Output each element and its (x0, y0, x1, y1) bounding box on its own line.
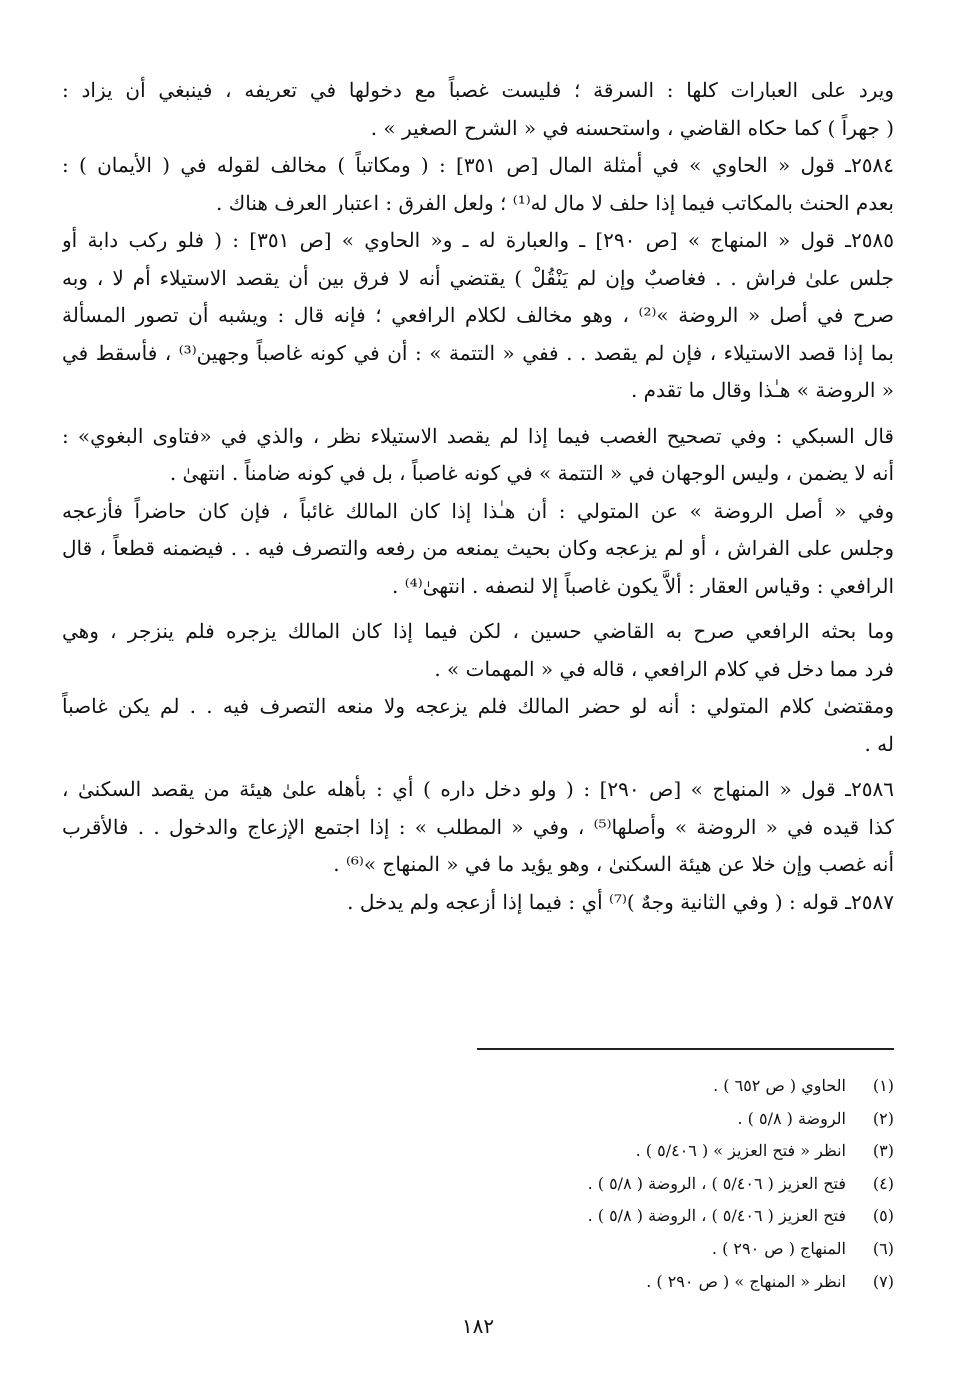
footnote-separator (477, 1048, 894, 1050)
text-line: وجلس على الفراش ، أو لم يزعجه وكان بحيث يمنعه من رفعه والتصرف فيه . . فيضمنه قطعاً ، قال (62, 536, 894, 560)
footnote-number: (١) (872, 1076, 894, 1095)
footnote-number: (٦) (872, 1238, 894, 1258)
footnote-item (62, 1233, 894, 1266)
footnote-number: (٧) (872, 1271, 894, 1291)
text-line: صرح في أصل « الروضة »⁽²⁾ ، وهو مخالف لكلام الرافعي ؛ فإنه قال : ويشبه أن تصور المسألة (62, 303, 894, 327)
text-line: ويرد على العبارات كلها : السرقة ؛ فليست غصباً مع دخولها في تعريفه ، فينبغي أن يزاد : (62, 78, 894, 102)
footnote-item (62, 1135, 894, 1168)
text-line: ومقتضىٰ كلام المتولي : أنه لو حضر المالك فلم يزعجه ولا منعه التصرف فيه . . لم يكن غاصباً (62, 694, 894, 718)
footnote-item (62, 1070, 894, 1103)
text-line: قال السبكي : وفي تصحيح الغصب فيما إذا لم يقصد الاستيلاء نظر ، والذي في «فتاوى البغوي» : (62, 423, 894, 448)
text-line: بعدم الحنث بالمكاتب فيما إذا حلف لا مال له⁽¹⁾ ؛ ولعل الفرق : اعتبار العرف هناك . (216, 190, 894, 215)
footnote-text: انظر « المنهاج » ( ص ٢٩٠ ) . (646, 1271, 846, 1291)
text-line: ٢٥٨٤ـ قول « الحاوي » في أمثلة المال [ص ٣٥١] : ( ومكاتباً ) مخالف لقوله في ( الأيمان ) : (62, 153, 894, 177)
footnote-list (62, 1070, 894, 1298)
text-line: ٢٥٨٦ـ قول « المنهاج » [ص ٢٩٠] : ( ولو دخل داره ) أي : بأهله علىٰ هيئة من يقصد السكنىٰ ، (62, 777, 894, 801)
footnote-item (62, 1168, 894, 1201)
text-line: أنه غصب وإن خلا عن هيئة السكنىٰ ، وهو يؤيد ما في « المنهاج »⁽⁶⁾ . (333, 852, 894, 876)
footnote-text: فتح العزيز ( ٥/٤٠٦ ) ، الروضة ( ٥/٨ ) . (587, 1173, 846, 1193)
main-text (62, 72, 894, 921)
text-line: الرافعي : وقياس العقار : ألاَّ يكون غاصباً إلا لنصفه . انتهىٰ⁽⁴⁾ . (392, 573, 894, 598)
text-line: فرد مما دخل في كلام الرافعي ، قاله في « المهمات » . (434, 656, 894, 681)
footnote-number: (٢) (872, 1108, 894, 1128)
footnote-item (62, 1266, 894, 1299)
footnotes (62, 1048, 894, 1298)
text-line: ٢٥٨٧ـ قوله : ( وفي الثانية وجهٌ )⁽⁷⁾ أي : فيما إذا أزعجه ولم يدخل . (347, 889, 894, 914)
footnote-number: (٣) (872, 1141, 894, 1161)
text-line: ( جهراً ) كما حكاه القاضي ، واستحسنه في « الشرح الصغير » . (370, 115, 894, 140)
footnote-text: انظر « فتح العزيز » ( ٥/٤٠٦ ) . (635, 1141, 846, 1161)
footnote-text: الروضة ( ٥/٨ ) . (737, 1108, 846, 1128)
text-line: وفي « أصل الروضة » عن المتولي : أن هـٰذا إذا كان المالك غائباً ، فإن كان حاضراً فأزعجه (62, 498, 894, 523)
text-line: بما إذا قصد الاستيلاء ، فإن لم يقصد . . ففي « التتمة » : أن في كونه غاصباً وجهين⁽³⁾ ، فأسقط في (62, 340, 894, 365)
footnote-text: فتح العزيز ( ٥/٤٠٦ ) ، الروضة ( ٥/٨ ) . (587, 1206, 846, 1226)
text-line: جلس علىٰ فراش . . فغاصبٌ وإن لم يَنْقُلْ ) يقتضي أنه لا فرق بين أن يقصد الاستيلاء أم لا ، وبه (62, 265, 894, 290)
text-line: أنه لا يضمن ، وليس الوجهان في « التتمة » في كونه غاصباً ، بل في كونه ضامناً . انتهىٰ . (169, 461, 894, 485)
text-line: كذا قيده في « الروضة » وأصلها⁽⁵⁾ ، وفي « المطلب » : إذا اجتمع الإزعاج والدخول . . فالأقرب (62, 814, 894, 839)
footnote-item (62, 1103, 894, 1136)
footnote-number: (٥) (872, 1206, 894, 1226)
footnote-text: المنهاج ( ص ٢٩٠ ) . (711, 1238, 846, 1258)
text-line: وما بحثه الرافعي صرح به القاضي حسين ، لكن فيما إذا كان المالك يزجره فلم ينزجر ، وهي (62, 619, 894, 643)
text-line: ٢٥٨٥ـ قول « المنهاج » [ص ٢٩٠] ـ والعبارة له ـ و« الحاوي » [ص ٣٥١] : ( فلو ركب دابة أو (62, 228, 894, 252)
text-line: « الروضة » هـٰذا وقال ما تقدم . (630, 378, 894, 402)
footnote-number: (٤) (872, 1173, 894, 1193)
footnote-text: الحاوي ( ص ٦٥٢ ) . (713, 1076, 846, 1095)
footnote-item (62, 1200, 894, 1233)
text-line: له . (864, 731, 894, 756)
page-number: ١٨٢ (461, 1314, 495, 1338)
